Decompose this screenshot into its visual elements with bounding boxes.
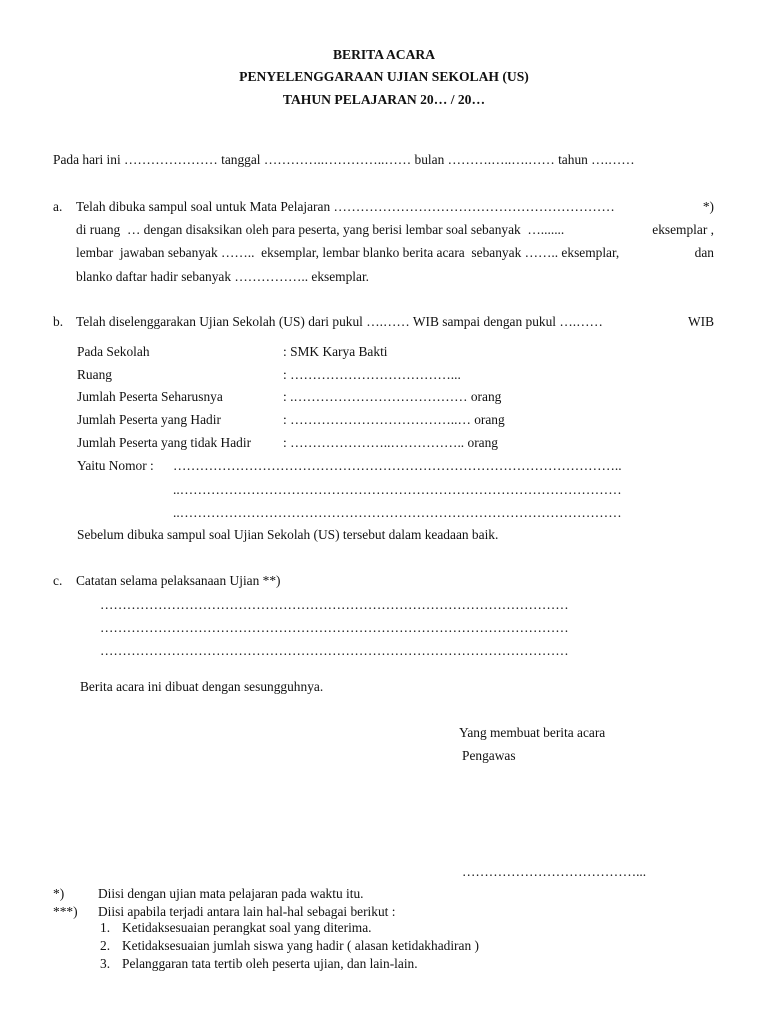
section-a-line-1-text: Telah dibuka sampul soal untuk Mata Pelajaran ……………………………………………………… <box>76 199 615 214</box>
yaitu-nomor-dots-2: ..……………………………………………………………………………………… <box>173 482 622 497</box>
field-value-tidak-hadir: : …………………..…………….. orang <box>283 435 498 450</box>
section-a-line-1-footnote: *) <box>702 199 714 214</box>
title-line-3: TAHUN PELAJARAN 20… / 20… <box>282 92 486 107</box>
section-b-closing: Sebelum dibuka sampul soal Ujian Sekolah (US) tersebut dalam keadaan baik. <box>77 527 499 542</box>
section-a-line-1 <box>76 199 714 215</box>
field-value-ruang: : ………………………………... <box>283 367 461 382</box>
footnote-1-marker: *) <box>53 886 65 901</box>
section-c-marker: c. <box>53 573 63 588</box>
signature-dots: …………………………………... <box>462 864 647 879</box>
signature-role: Pengawas <box>462 748 516 763</box>
yaitu-nomor-dots-1: ……………………………………………………………………………………….. <box>173 458 622 473</box>
section-a-line-3-text: lembar jawaban sebanyak …….. eksemplar, lembar blanko berita acara sebanyak …….. eksemplar, <box>76 245 620 260</box>
field-value-hadir: : ………………………………..… orang <box>283 412 505 427</box>
footnote-item-text: Ketidaksesuaian jumlah siswa yang hadir ( alasan ketidakhadiran ) <box>122 938 479 953</box>
title-line-1: BERITA ACARA <box>332 47 436 62</box>
field-label-seharusnya: Jumlah Peserta Seharusnya <box>77 389 223 404</box>
field-label-hadir: Jumlah Peserta yang Hadir <box>77 412 221 427</box>
section-b-marker: b. <box>53 314 64 329</box>
footnote-item-text: Pelanggaran tata tertib oleh peserta ujian, dan lain-lain. <box>122 956 418 971</box>
section-c-dots-2: …………………………………………………………………………………………… <box>100 620 569 635</box>
opening-line: Pada hari ini ………………… tanggal …………..…………..…… bulan ……….…..….…… tahun ….…… <box>53 152 635 167</box>
section-c-dots-3: …………………………………………………………………………………………… <box>100 643 569 658</box>
section-a-marker: a. <box>53 199 63 214</box>
section-a-line-3-end: dan <box>694 245 714 260</box>
section-a-line-4: blanko daftar hadir sebanyak …………….. eksemplar. <box>76 269 370 284</box>
footnote-1-text: Diisi dengan ujian mata pelajaran pada waktu itu. <box>98 886 364 901</box>
section-a-line-3 <box>76 245 714 261</box>
field-label-tidak-hadir: Jumlah Peserta yang tidak Hadir <box>77 435 252 450</box>
footnote-item-number: 2. <box>100 938 111 953</box>
footnote-2-text: Diisi apabila terjadi antara lain hal-hal sebagai berikut : <box>98 904 396 919</box>
field-label-sekolah: Pada Sekolah <box>77 344 150 359</box>
yaitu-nomor-label: Yaitu Nomor : <box>77 458 154 473</box>
section-c-label: Catatan selama pelaksanaan Ujian **) <box>76 573 281 588</box>
statement: Berita acara ini dibuat dengan sesungguhnya. <box>80 679 324 694</box>
title-line-2: PENYELENGGARAAN UJIAN SEKOLAH (US) <box>239 69 529 84</box>
section-b-line-1-end: WIB <box>687 314 714 329</box>
footnote-2-marker: ***) <box>53 904 78 919</box>
section-b-line-1 <box>76 314 714 330</box>
signature-title: Yang membuat berita acara <box>459 725 606 740</box>
yaitu-nomor-dots-3: ..……………………………………………………………………………………… <box>173 505 622 520</box>
field-label-ruang: Ruang <box>77 367 112 382</box>
footnote-item-text: Ketidaksesuaian perangkat soal yang diterima. <box>122 920 372 935</box>
field-value-seharusnya: : .………………………………… orang <box>283 389 502 404</box>
field-value-sekolah: : SMK Karya Bakti <box>283 344 388 359</box>
footnote-item-number: 1. <box>100 920 111 935</box>
section-c-dots-1: …………………………………………………………………………………………… <box>100 597 569 612</box>
section-a-line-2 <box>76 222 714 238</box>
section-b-line-1-text: Telah diselenggarakan Ujian Sekolah (US) dari pukul ….…… WIB sampai dengan pukul ….…… <box>76 314 603 329</box>
section-a-line-2-text: di ruang … dengan disaksikan oleh para peserta, yang berisi lembar soal sebanyak …....... <box>76 222 565 237</box>
footnote-item-number: 3. <box>100 956 111 971</box>
section-a-line-2-end: eksemplar , <box>652 222 714 237</box>
